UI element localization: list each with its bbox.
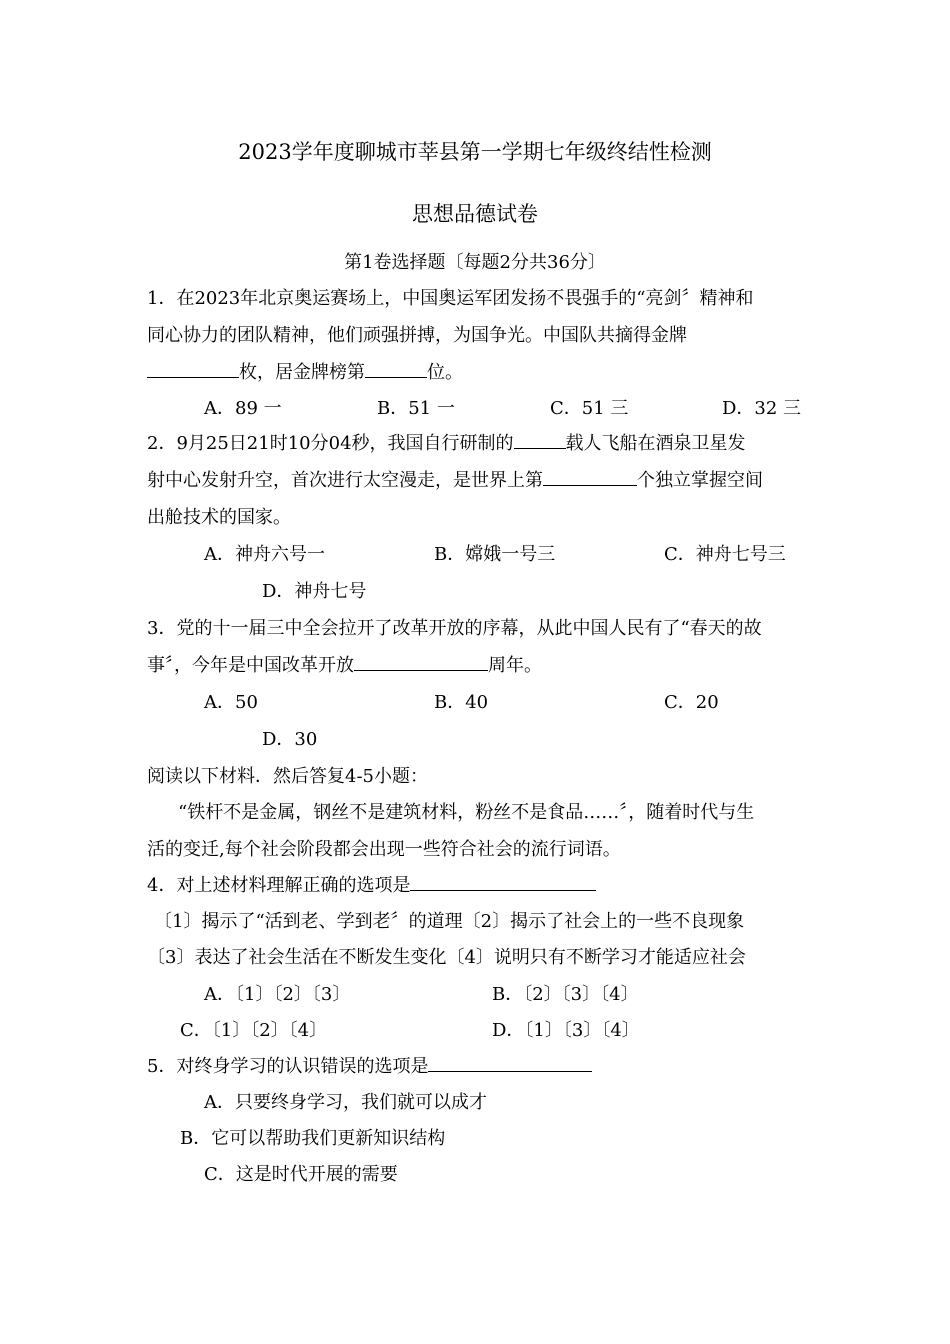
answer-blank: [147, 361, 239, 378]
q1-option-c: C．51 三: [550, 398, 629, 419]
q2-line2-text-a: 射中心发射升空，首次进行太空漫走，是世界上第: [147, 470, 543, 491]
q3-option-d: D．30: [262, 729, 318, 750]
q2-option-c: C．神舟七号三: [664, 544, 786, 565]
q3-line2: [147, 654, 542, 678]
reading-paragraph-line2: 活的变迁,每个社会阶段都会出现一些符合社会的流行词语。: [147, 839, 621, 860]
section-heading: 第1卷选择题〔每题2分共36分〕: [344, 252, 606, 273]
q3-line2-text-a: 事〞，今年是中国改革开放: [147, 655, 354, 676]
q1-line3-text-b: 位。: [427, 362, 463, 383]
q5-stem: [147, 1055, 592, 1079]
q4-statement-line1: 〔1〕揭示了“活到老、学到老〞的道理〔2〕揭示了社会上的一些不良现象: [154, 911, 745, 932]
q3-option-c: C．20: [664, 692, 719, 713]
q3-line2-text-b: 周年。: [488, 655, 542, 676]
q5-stem-text: 5．对终身学习的认识错误的选项是: [147, 1056, 429, 1077]
answer-blank: [365, 361, 427, 378]
exam-title: 2023学年度聊城市莘县第一学期七年级终结性检测: [238, 140, 712, 164]
q1-line3: [147, 361, 463, 385]
q2-line2-text-b: 个独立掌握空间: [637, 470, 763, 491]
q2-line1-text-a: 2．9月25日21时10分04秒，我国自行研制的: [147, 433, 514, 454]
q5-option-a: A．只要终身学习，我们就可以成才: [204, 1092, 487, 1113]
answer-blank: [410, 874, 596, 891]
q2-line1: [147, 432, 746, 456]
q1-option-d: D．32 三: [722, 398, 802, 419]
q2-option-d: D．神舟七号: [262, 581, 367, 602]
q4-option-b: B．〔2〕〔3〕〔4〕: [492, 984, 639, 1005]
q3-option-a: A．50: [204, 692, 258, 713]
exam-subtitle: 思想品德试卷: [412, 202, 538, 226]
answer-blank: [428, 1055, 592, 1072]
answer-blank: [354, 654, 488, 671]
q4-stem-text: 4．对上述材料理解正确的选项是: [147, 875, 411, 896]
q4-stem: [147, 874, 596, 898]
q3-option-b: B．40: [434, 692, 489, 713]
q4-statement-line2: 〔3〕表达了社会生活在不断发生变化〔4〕说明只有不断学习才能适应社会: [147, 947, 746, 968]
q2-line2: [147, 469, 763, 493]
q5-option-c: C．这是时代开展的需要: [204, 1164, 398, 1185]
answer-blank: [514, 432, 566, 449]
q2-option-a: A．神舟六号一: [204, 544, 325, 565]
q2-option-b: B．嫦娥一号三: [434, 544, 556, 565]
q1-line1: 1．在2023年北京奥运赛场上，中国奥运军团发扬不畏强手的“亮剑〞精神和: [147, 288, 754, 309]
q1-option-b: B．51 一: [377, 398, 455, 419]
answer-blank: [543, 469, 637, 486]
q4-option-a: A．〔1〕〔2〕〔3〕: [204, 984, 351, 1005]
q5-option-b: B．它可以帮助我们更新知识结构: [180, 1128, 446, 1149]
q4-option-c: C．〔1〕〔2〕〔4〕: [180, 1020, 328, 1041]
reading-intro: 阅读以下材料．然后答复4-5小题：: [147, 766, 428, 787]
q2-line3: 出舱技术的国家。: [147, 507, 291, 528]
q2-line1-text-b: 载人飞船在酒泉卫星发: [565, 433, 746, 454]
q4-option-d: D．〔1〕〔3〕〔4〕: [492, 1020, 640, 1041]
q3-line1: 3．党的十一届三中全会拉开了改革开放的序幕，从此中国人民有了“春天的故: [147, 618, 762, 639]
reading-paragraph-line1: “铁杆不是金属，钢丝不是建筑材料，粉丝不是食品……〞，随着时代与生: [178, 802, 755, 823]
q1-line3-text-a: 枚，居金牌榜第: [239, 362, 365, 383]
q1-line2: 同心协力的团队精神，他们顽强拼搏，为国争光。中国队共摘得金牌: [147, 325, 687, 346]
q1-option-a: A．89 一: [204, 398, 282, 419]
